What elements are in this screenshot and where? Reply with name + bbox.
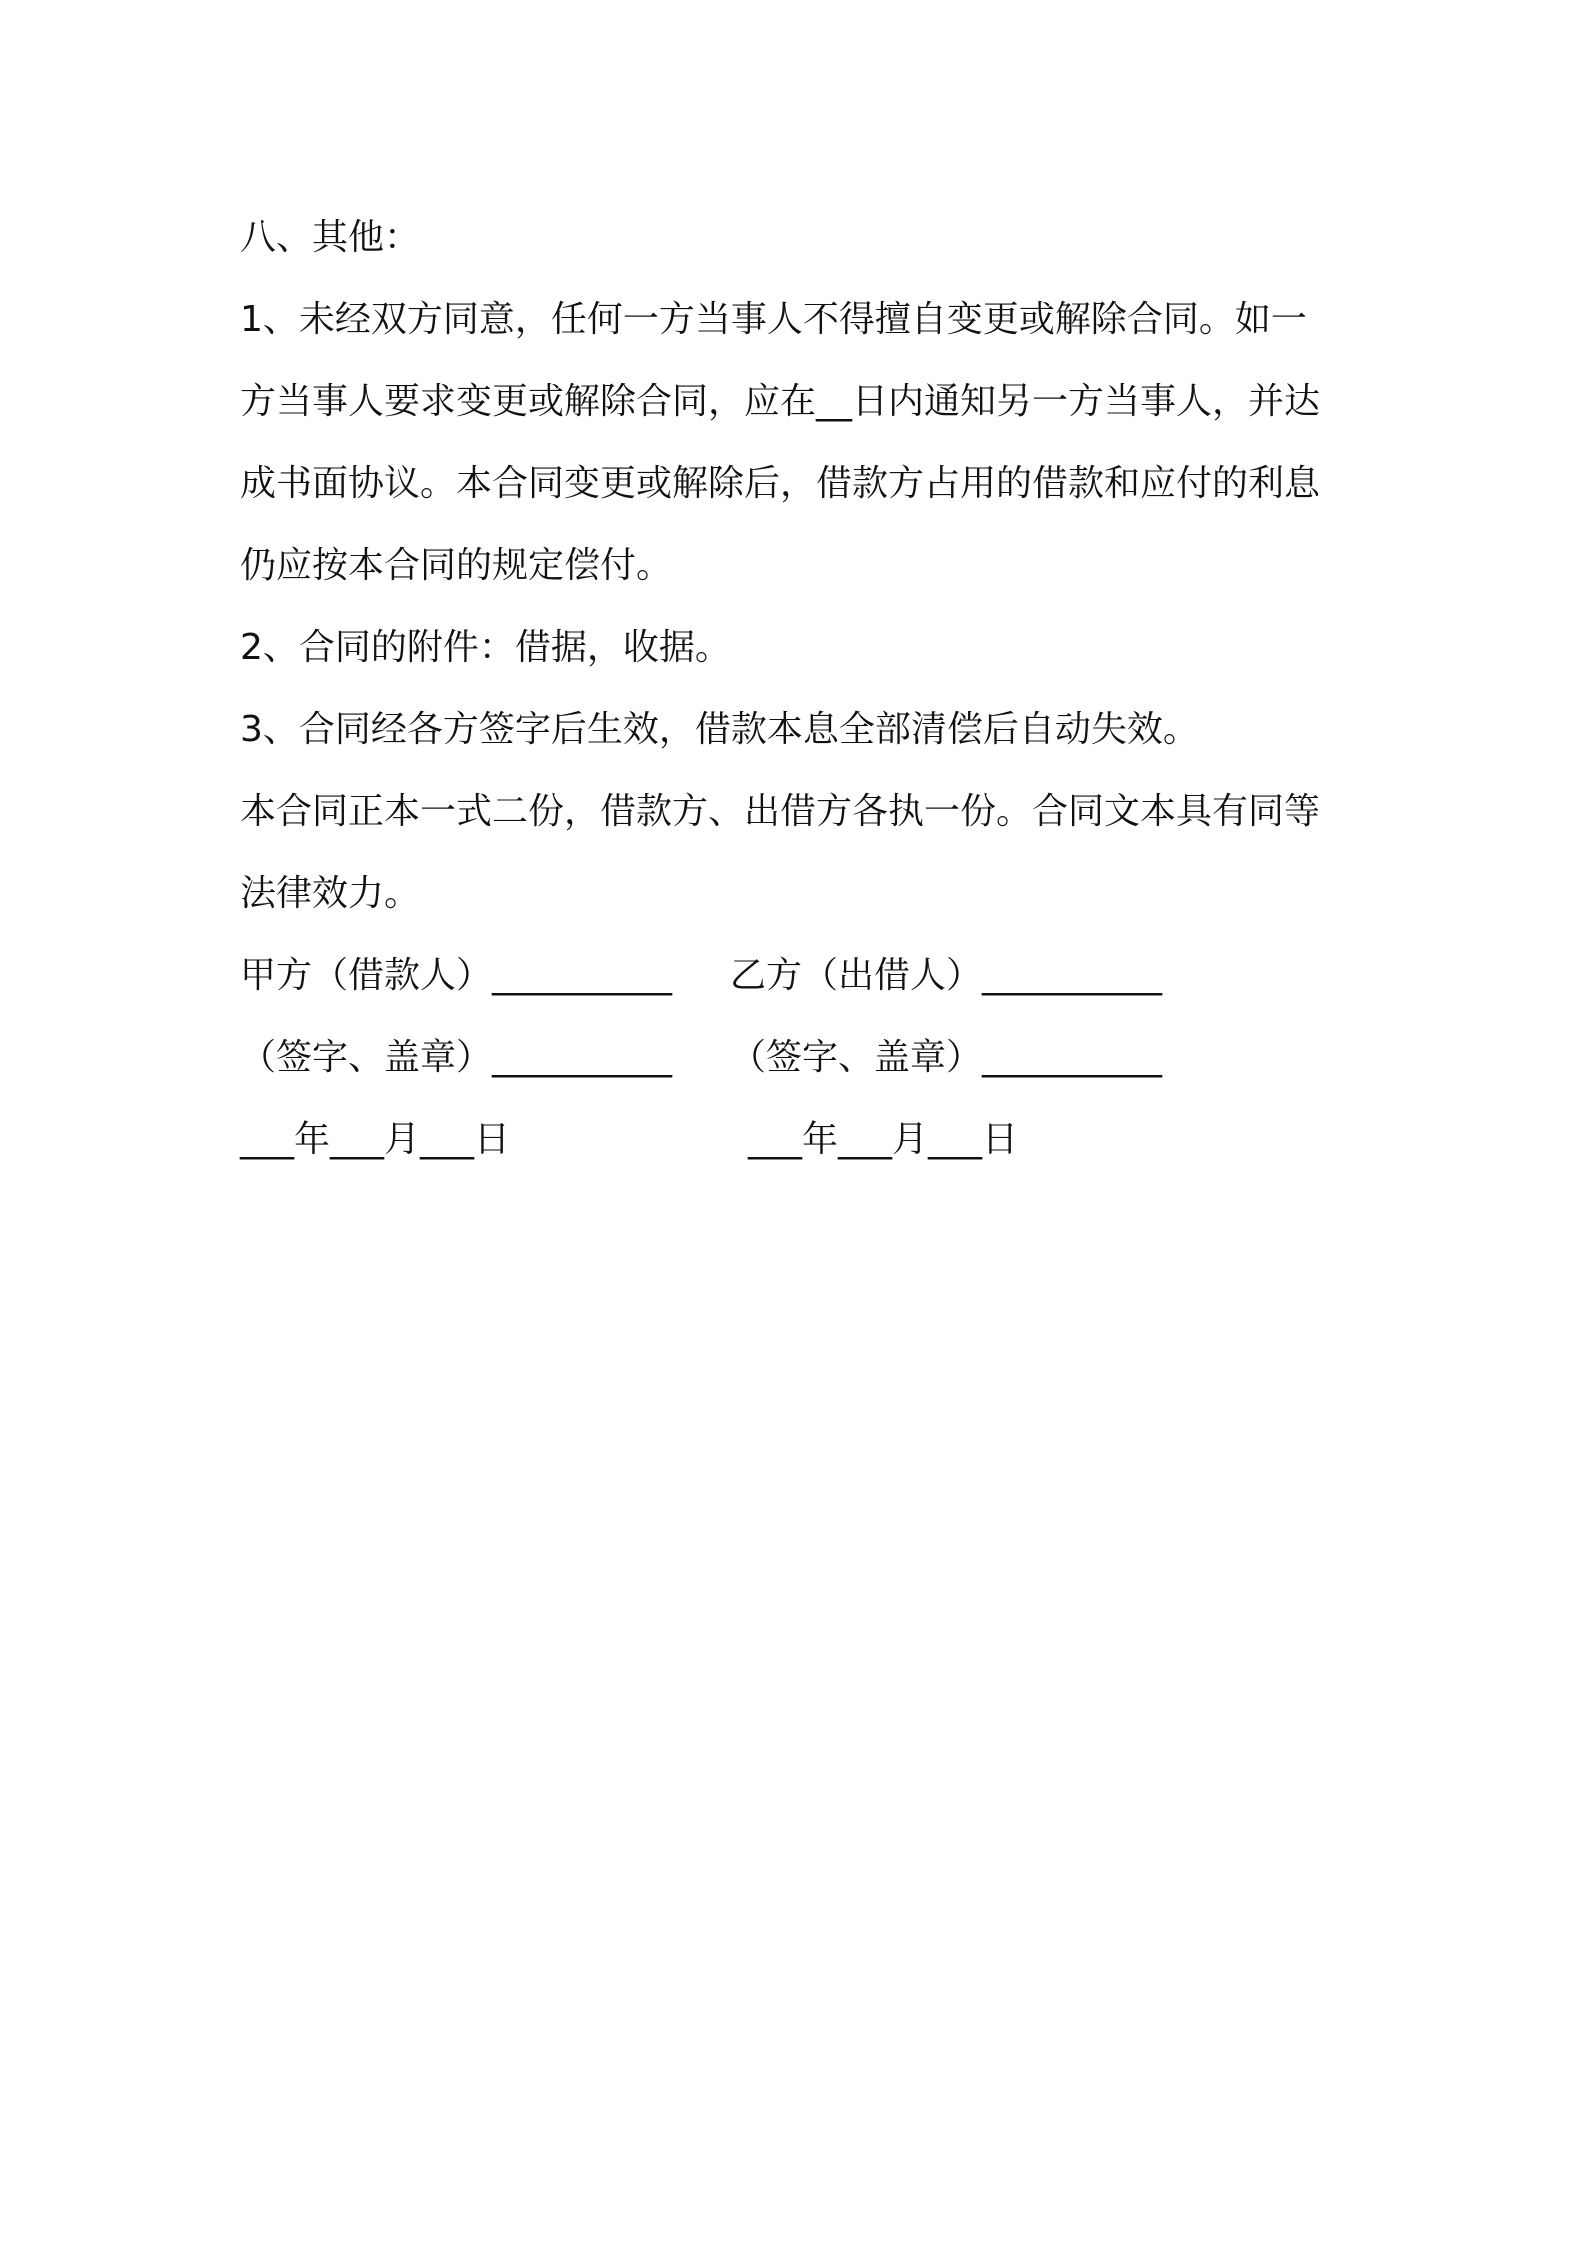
party-b-date-line: ___年___月___日 <box>748 1119 1019 1160</box>
clause-1 <box>240 279 1350 607</box>
party-a-date-line: ___年___月___日 <box>240 1119 511 1160</box>
signature-date-row <box>240 1099 1350 1181</box>
document-body <box>240 197 1350 1181</box>
clause-1-line-4: 仍应按本合同的规定偿付。 <box>240 545 673 586</box>
clause-1-line-1: 1、未经双方同意，任何一方当事人不得擅自变更或解除合同。如一 <box>240 299 1307 340</box>
section-heading: 八、其他： <box>240 217 421 258</box>
clause-1-line-3: 成书面协议。本合同变更或解除后，借款方占用的借款和应付的利息 <box>240 463 1321 504</box>
clause-3 <box>240 689 1350 771</box>
signature-name-row <box>240 935 1350 1017</box>
party-a-sign-line: （签字、盖章）__________ <box>240 1037 673 1078</box>
clause-1-line-2: 方当事人要求变更或解除合同，应在__日内通知另一方当事人，并达 <box>240 381 1321 422</box>
signature-sign-row <box>240 1017 1350 1099</box>
party-a-name-line: 甲方（借款人）__________ <box>240 955 673 996</box>
party-b-sign-line: （签字、盖章）__________ <box>730 1037 1163 1078</box>
closing-paragraph <box>240 771 1350 935</box>
closing-line-1: 本合同正本一式二份，借款方、出借方各执一份。合同文本具有同等 <box>240 791 1321 832</box>
clause-2 <box>240 607 1350 689</box>
clause-2-line-1: 2、合同的附件：借据，收据。 <box>240 627 731 668</box>
party-b-name-line: 乙方（出借人）__________ <box>730 955 1163 996</box>
closing-line-2: 法律效力。 <box>240 873 421 914</box>
clause-3-line-1: 3、合同经各方签字后生效，借款本息全部清偿后自动失效。 <box>240 709 1199 750</box>
